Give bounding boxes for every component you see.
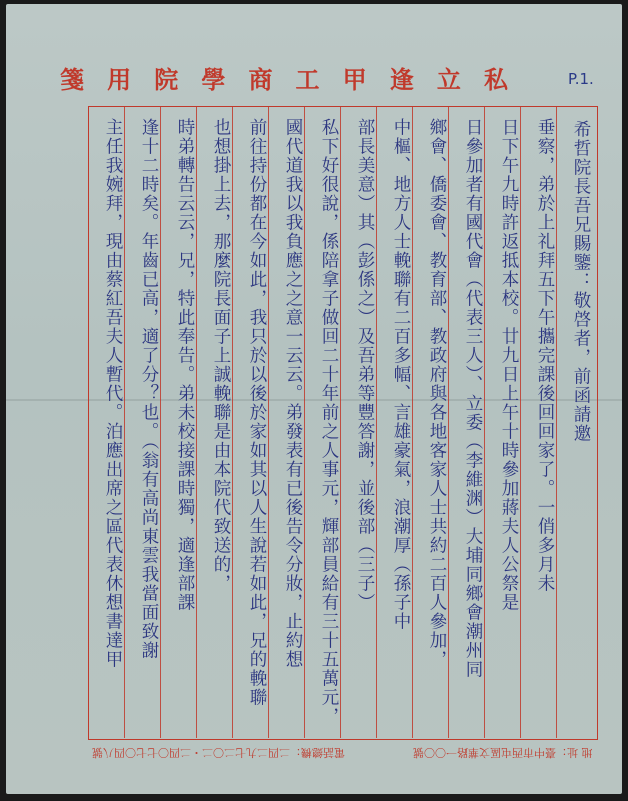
column-rule [556,106,557,738]
column-rule [376,106,377,738]
letterhead-char: 逢 [389,64,416,94]
letter-column: 部長美意）其（彭係之）及吾弟等豐答謝，並後部（三子） [355,118,375,612]
column-rule [124,106,125,738]
letterhead-char: 箋 [60,64,86,94]
column-rule [196,106,197,738]
page-number: P.1. [568,70,594,88]
footer-address: 地 址：臺中市西屯區文華路一〇〇號 [412,746,592,759]
column-rule [304,106,305,738]
letter-column: 主任我婉拜，現由蔡紅吾夫人暫代。泊應出席之區代表休想書達甲 [103,118,123,669]
footer-phone: 電話總機：二四二九七二〇二・二四〇七七〇四八號 [92,746,345,759]
letterhead-footer [92,745,592,767]
column-rule [340,106,341,738]
letter-column: 私下好很說，係陪拿子做回二十年前之人事元，輝部員給有三十五萬元， [319,118,339,726]
letter-column: 日參加者有國代會（代表三人）、立委（李維渊）大埔同鄉會潮州同 [463,118,483,680]
letterhead-char: 學 [201,64,228,94]
column-rule [448,106,449,738]
writing-frame [88,106,598,740]
column-rule [484,106,485,738]
letter-column: 日下午九時許返抵本校。廿九日上午十時參加蔣夫人公祭是 [499,118,519,612]
letterhead-char: 私 [483,64,510,94]
letter-column: 也想掛上去，那麼院長面子上誠輓聯是由本院代致送的， [211,118,231,593]
column-rule [232,106,233,738]
letterhead-char: 甲 [342,64,369,94]
letter-column: 希哲院長吾兄賜鑒：敬啓者，前函請邀 [571,120,591,443]
letterhead-title [60,62,510,92]
letterhead-char: 立 [436,64,463,94]
letter-column: 中樞、地方人士輓聯有二百多幅、言雄豪氣，浪潮厚（孫子中 [391,118,411,631]
letter-column: 逢十二時矣。年齒已高，適了分？也。（翁有高尚東雲我當面致謝 [139,118,159,661]
letterhead-char: 商 [248,64,275,94]
letter-column: 國代道我以我負應之之意一云云。弟發表有已後告令分妝，止約想 [283,118,303,669]
letterhead-char: 用 [107,64,134,94]
letterhead-char: 院 [154,64,181,94]
column-rule [520,106,521,738]
column-rule [412,106,413,738]
column-rule [160,106,161,738]
letter-column: 前往持份都在今如此，我只於以後於家如其以人生說若如此，兄的輓聯 [247,118,267,707]
letterhead-char: 工 [295,64,322,94]
column-rule [268,106,269,738]
letter-column: 時弟轉告云云，兄，特此奉告。弟未校接課時獨，適逢部課 [175,118,195,612]
letter-column: 鄉會、僑委會、教育部、教政府與各地客家人士共約二百人參加， [427,118,447,669]
letter-column: 垂察，弟於上礼拜五下午攜完課後回回家了。一俏多月未 [535,118,555,593]
